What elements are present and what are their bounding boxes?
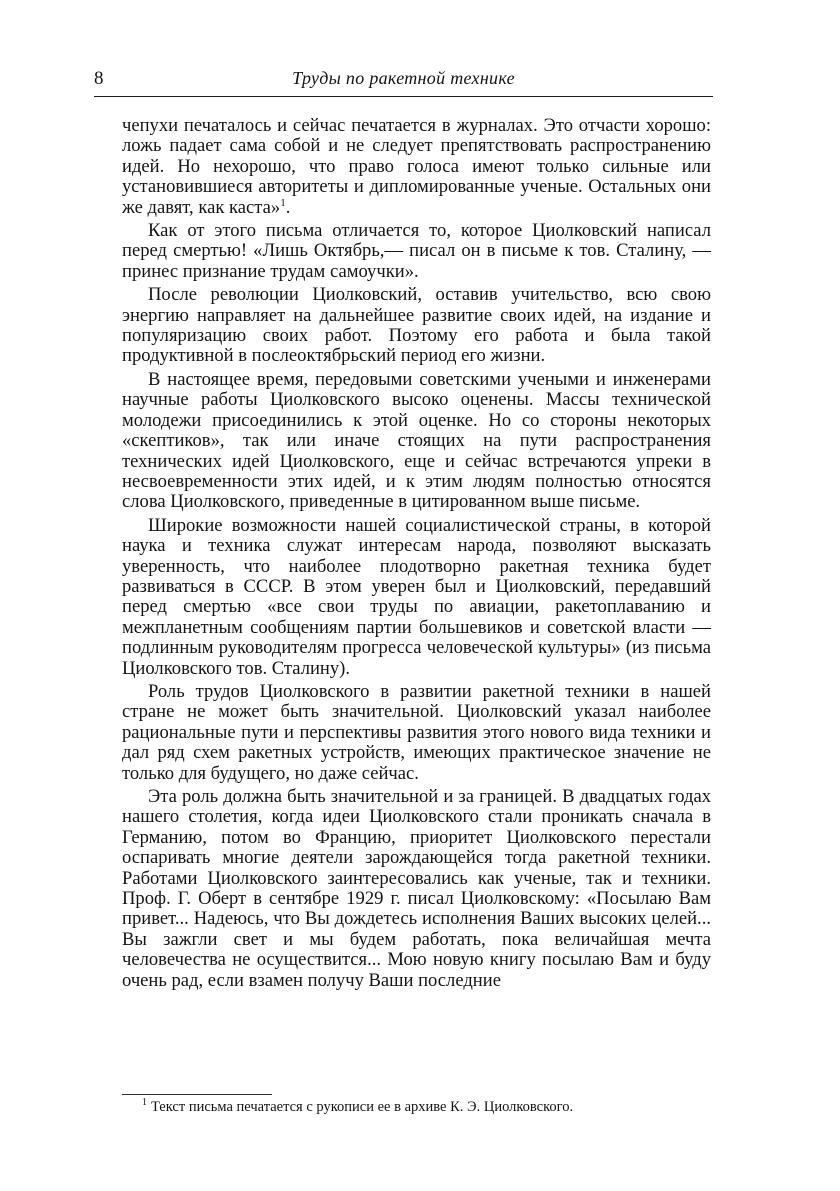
running-title: Труды по ракетной технике bbox=[292, 68, 515, 88]
page-header bbox=[94, 68, 713, 94]
footnote bbox=[122, 1098, 711, 1116]
page-number: 8 bbox=[94, 68, 104, 89]
footnote-text: Текст письма печатается с рукописи ее в архиве К. Э. Циолковского. bbox=[151, 1099, 574, 1115]
footnote-reference[interactable]: 1 bbox=[280, 196, 286, 209]
paragraph: Роль трудов Циолковского в развитии ракетной техники в нашей стране не может быть значительной. Циолковский указал наиболее рациональные пути и перспективы развития этого нового вида техники и дал ряд схем ракетных устройств, имеющих практическое значение не только для будущего, но даже сейчас. bbox=[122, 680, 711, 784]
paragraph: В настоящее время, передовыми советскими учеными и инженерами научные работы Циолковского высоко оценены. Массы технической молодежи присоединились к этой оценке. Но со стороны некоторых «скептиков», так или иначе стоящих на пути распространения технических идей Циолковского, еще и сейчас встречаются упреки в несвоевременности этих идей, и к этим людям полностью относятся слова Циолковского, приведенные в цитированном выше письме. bbox=[122, 368, 711, 513]
header-rule bbox=[94, 96, 713, 97]
paragraph: После революции Циолковский, оставив учительство, всю свою энергию направляет на дальнейшее развитие своих идей, на издание и популяризацию своих работ. Поэтому его работа и была такой продуктивной в послеоктябрьский период его жизни. bbox=[122, 284, 711, 367]
footnote-number: 1 bbox=[142, 1097, 147, 1109]
paragraph: Эта роль должна быть значительной и за границей. В двадцатых годах нашего столетия, когда идеи Циолковского стали проникать сначала в Германию, потом во Францию, приоритет Циолковского перестали оспаривать многие деятели зарождающейся тогда ракетной техники. Работами Циолковского заинтересовались как ученые, так и техники. Проф. Г. Оберт в сентябре 1929 г. писал Циолковскому: «Посылаю Вам привет... Надеюсь, что Вы дождетесь исполнения Ваших высоких целей... Вы зажгли свет и мы будем работать, пока величайшая мечта человечества не осуществится... Мою новую книгу посылаю Вам и буду очень рад, если взамен получу Ваши последние bbox=[122, 786, 711, 991]
paragraph: чепухи печаталось и сейчас печатается в журналах. Это отчасти хорошо: ложь падает сама собой и не следует препятствовать распространению идей. Но нехорошо, что право голоса имеют только сильные или установившиеся авторитеты и дипломированные ученые. Остальных они же давят, как каста»$^1$. bbox=[122, 115, 711, 218]
footnote-rule bbox=[122, 1094, 272, 1095]
paragraph: Как от этого письма отличается то, которое Циолковский написал перед смертью! «Лишь Октябрь,— писал он в письме к тов. Сталину, — принес признание трудам самоучки». bbox=[122, 220, 711, 282]
paragraph: Широкие возможности нашей социалистической страны, в которой наука и техника служат интересам народа, позволяют высказать уверенность, что наиболее плодотворно ракетная техника будет развиваться в СССР. В этом уверен был и Циолковский, передавший перед смертью «все свои труды по авиации, ракетоплаванию и межпланетным сообщениям партии большевиков и советской власти — подлинным руководителям прогресса человеческой культуры» (из письма Циолковского тов. Сталину). bbox=[122, 514, 711, 679]
body-text bbox=[122, 116, 711, 991]
